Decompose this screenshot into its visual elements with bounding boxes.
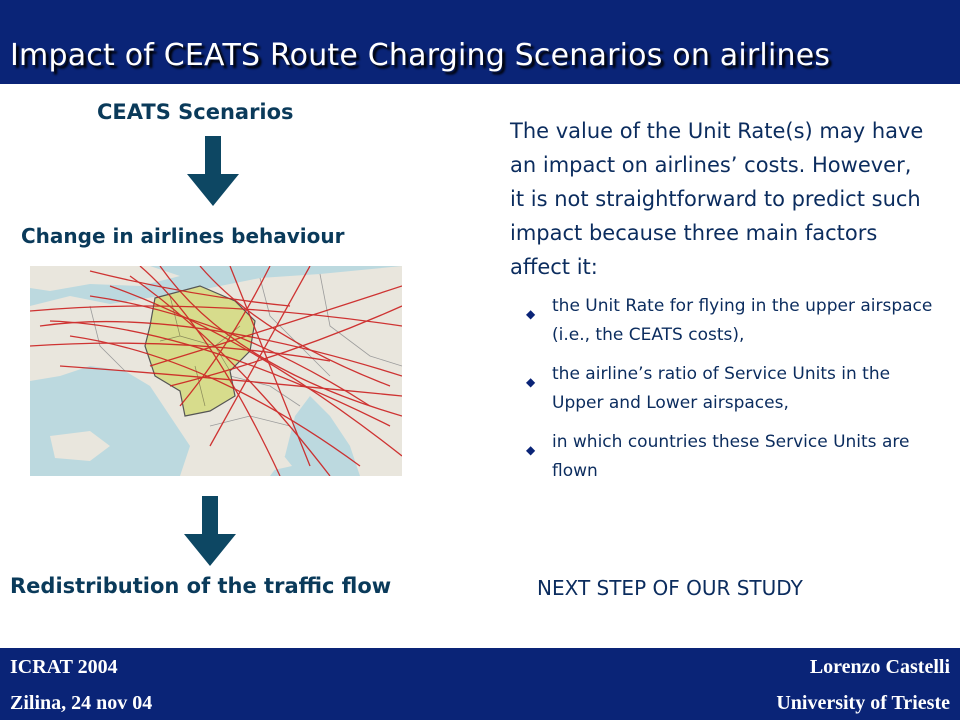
place-date: Zilina, 24 nov 04 [10, 692, 153, 714]
factor-list [526, 292, 936, 496]
list-item [526, 360, 936, 418]
diamond-bullet-icon: ◆ [526, 375, 536, 389]
flow-step-scenarios: CEATS Scenarios [97, 100, 294, 124]
flow-step-redistribution: Redistribution of the traffic flow [10, 574, 392, 598]
list-item-text: in which countries these Service Units are flown [552, 432, 910, 481]
conference-name: ICRAT 2004 [10, 656, 118, 678]
down-arrow-icon [184, 496, 236, 566]
list-item [526, 428, 936, 486]
list-item [526, 292, 936, 350]
diamond-bullet-icon: ◆ [526, 443, 536, 457]
flow-step-behaviour: Change in airlines behaviour [21, 224, 345, 248]
list-item-text: the airline’s ratio of Service Units in the Upper and Lower airspaces, [552, 364, 891, 413]
europe-route-map [30, 266, 402, 476]
diamond-bullet-icon: ◆ [526, 307, 536, 321]
down-arrow-icon [187, 136, 239, 206]
footer-bar [0, 648, 960, 720]
list-item-text: the Unit Rate for flying in the upper airspace (i.e., the CEATS costs), [552, 296, 933, 345]
next-step-text: NEXT STEP OF OUR STUDY [537, 576, 803, 600]
author-name: Lorenzo Castelli [809, 656, 950, 678]
slide-title: Impact of CEATS Route Charging Scenarios on airlines [10, 38, 831, 73]
intro-paragraph: The value of the Unit Rate(s) may have an impact on airlines’ costs. However, it is not straightforward to predict such impact because three main factors affect it: [510, 119, 924, 279]
header-bar [0, 0, 960, 84]
university-name: University of Trieste [776, 692, 950, 714]
